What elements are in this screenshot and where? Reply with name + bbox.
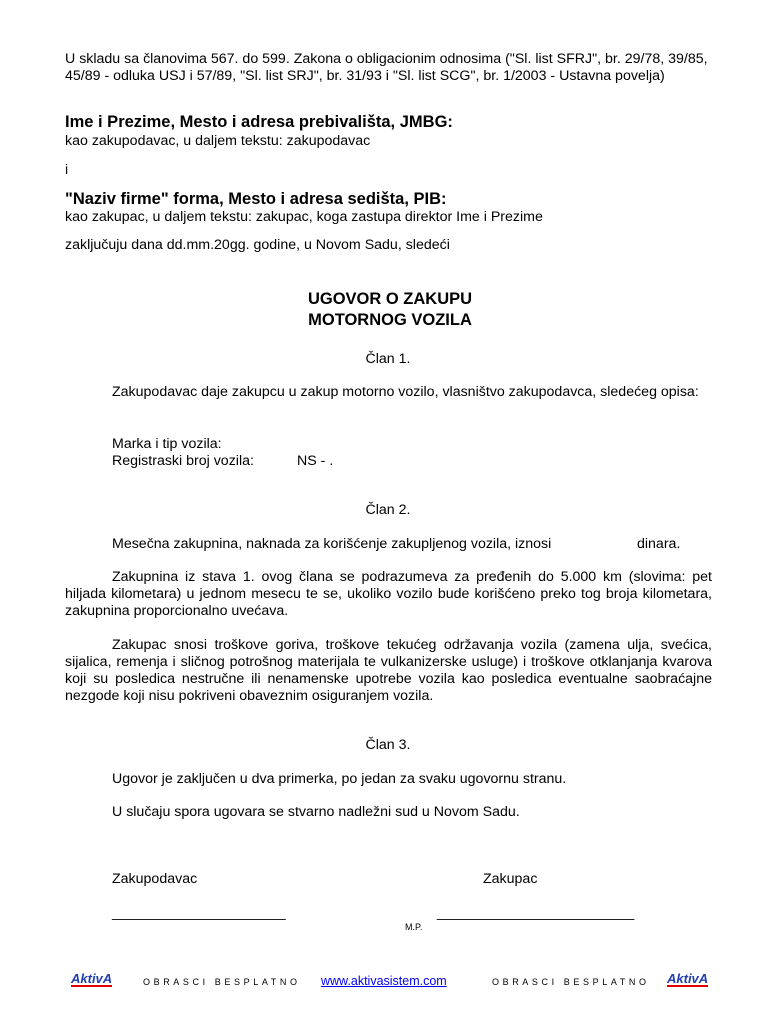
date-line: zaključuju dana dd.mm.20gg. godine, u Novom Sadu, sledeći [65,237,450,253]
document-title-line2: MOTORNOG VOZILA [308,311,472,329]
lessee-signature-label: Zakupac [483,871,538,887]
article2-paragraph2: Zakupnina iz stava 1. ovog člana se podrazumeva za pređenih do 5.000 km (slovima: pet hiljada kilometara) u jednom mesecu te se, ukoliko vozilo bude korišćeno preko tog broja kilometara, zakupnina proporcionalno uvećava. [65,569,712,619]
article3-paragraph1: Ugovor je zaključen u dva primerka, po jedan za svaku ugovornu stranu. [112,771,567,787]
seal-mark: M.P. [405,922,423,932]
footer-free-forms-right: OBRASCI BESPLATNO [492,977,650,987]
aktiva-logo-right: AktivA [667,971,709,986]
conjunction: i [65,162,69,178]
party1-description: kao zakupodavac, u daljem tekstu: zakupodavac [65,133,371,149]
article2-heading: Član 2. [365,502,411,518]
article1-paragraph: Zakupodavac daje zakupcu u zakup motorno vozilo, vlasništvo zakupodavca, sledećeg opisa: [112,384,699,400]
footer-free-forms-left: OBRASCI BESPLATNO [143,977,301,987]
website-link[interactable]: www.aktivasistem.com [321,974,447,988]
vehicle-make-label: Marka i tip vozila: [112,436,222,452]
intro-paragraph: U skladu sa članovima 567. do 599. Zakona o obligacionim odnosima ("Sl. list SFRJ", br. 29/78, 39/85, 45/89 - odluka USJ i 57/89, "Sl. list SRJ", br. 31/93 i "Sl. list SCG", br. 1/2003 - Ustavna povelja) [65,51,708,84]
lessor-signature-line: ______________________ [112,905,286,921]
party2-heading: "Naziv firme" forma, Mesto i adresa sedišta, PIB: [65,190,447,208]
lessee-signature-line: _________________________ [437,905,635,921]
document-title-line1: UGOVOR O ZAKUPU [307,290,473,308]
article3-paragraph2: U slučaju spora ugovara se stvarno nadležni sud u Novom Sadu. [112,804,520,820]
article3-heading: Član 3. [365,737,411,753]
party1-heading: Ime i Prezime, Mesto i adresa prebivališta, JMBG: [65,113,453,131]
lessor-signature-label: Zakupodavac [112,871,198,887]
registration-label: Registraski broj vozila: [112,453,254,469]
rent-currency: dinara. [637,536,681,552]
party2-description: kao zakupac, u daljem tekstu: zakupac, koga zastupa direktor Ime i Prezime [65,209,543,225]
registration-value: NS - . [297,453,334,469]
article2-paragraph3: Zakupac snosi troškove goriva, troškove tekućeg održavanja vozila (zamena ulja, svećica, sijalica, remenja i sličnog potrošnog materijala te vulkanizerske usluge) i troškove otklanjanja kvarova koji su posledica nestručne ili nenamenske upotrebe vozila kao posledica eventualne saobraćajne nezgode koji nisu pokriveni obaveznim osiguranjem vozila. [65,637,712,704]
aktiva-logo-left: AktivA [71,971,113,986]
article1-heading: Član 1. [365,351,411,367]
rent-amount-text: Mesečna zakupnina, naknada za korišćenje zakupljenog vozila, iznosi [112,536,552,552]
